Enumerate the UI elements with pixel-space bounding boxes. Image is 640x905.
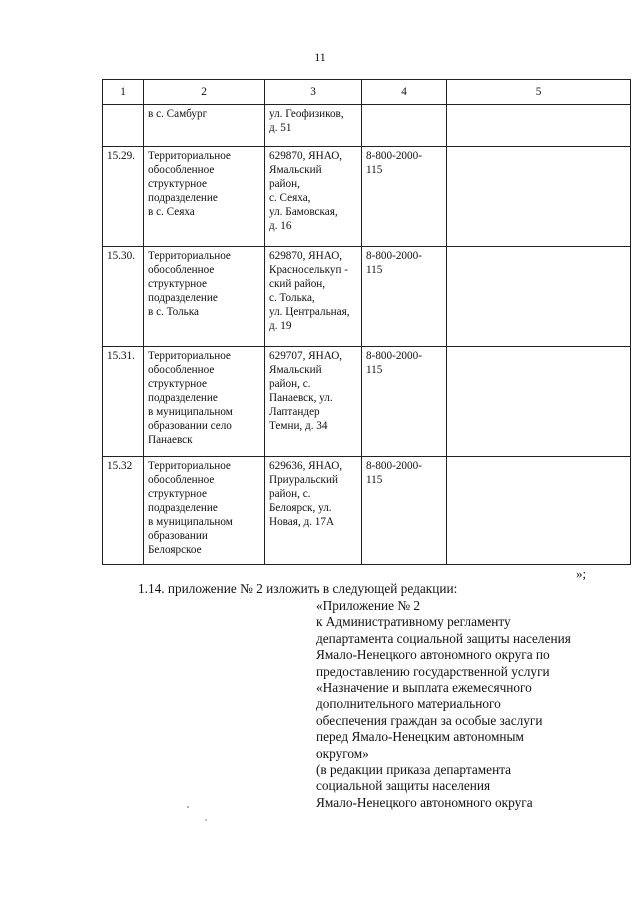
appendix-line: департамента социальной защиты населения	[316, 630, 571, 646]
address-cell: ул. Геофизиков, д. 51	[265, 105, 362, 147]
appendix-line: «Приложение № 2	[316, 598, 420, 613]
address-cell: 629707, ЯНАО, Ямальский район, с. Панаевск, ул. Лаптандер Темни, д. 34	[265, 347, 362, 457]
appendix-line: «Назначение и выплата ежемесячного	[316, 680, 532, 696]
appendix-line: (в редакции приказа департамента	[316, 762, 512, 778]
scan-speck	[187, 806, 189, 808]
phone-cell	[362, 105, 447, 147]
row-number-cell: 15.29.	[103, 147, 144, 247]
table-row	[103, 457, 631, 565]
appendix-line: социальной защиты населения	[316, 778, 491, 794]
column-header-3: 3	[265, 80, 362, 105]
appendix-heading-block	[316, 598, 636, 811]
column-header-4: 4	[362, 80, 447, 105]
appendix-line: предоставлению государственной услуги	[316, 663, 550, 679]
row-number-cell: 15.32	[103, 457, 144, 565]
office-name-cell: Территориальное обособленное структурное подразделение в с. Толька	[144, 247, 265, 347]
amendment-paragraph: 1.14. приложение № 2 изложить в следующей редакции:	[138, 581, 458, 596]
appendix-line: дополнительного материального	[316, 696, 501, 712]
appendix-line: перед Ямало-Ненецким автономным	[316, 729, 524, 745]
phone-cell: 8-800-2000- 115	[362, 247, 447, 347]
phone-cell: 8-800-2000- 115	[362, 457, 447, 565]
row-number-cell	[103, 105, 144, 147]
note-cell	[447, 457, 631, 565]
table-row	[103, 347, 631, 457]
column-header-2: 2	[144, 80, 265, 105]
column-header-5: 5	[447, 80, 631, 105]
note-cell	[447, 347, 631, 457]
appendix-line: Ямало-Ненецкого автономного округа по	[316, 647, 550, 663]
column-header-1: 1	[103, 80, 144, 105]
appendix-line: округом»	[316, 745, 369, 761]
note-cell	[447, 147, 631, 247]
table-row	[103, 147, 631, 247]
appendix-line: Ямало-Ненецкого автономного округа	[316, 794, 533, 810]
offices-table	[102, 79, 631, 565]
phone-cell: 8-800-2000- 115	[362, 147, 447, 247]
row-number-cell: 15.30.	[103, 247, 144, 347]
row-number-cell: 15.31.	[103, 347, 144, 457]
appendix-line: к Административному регламенту	[316, 614, 511, 630]
phone-cell: 8-800-2000- 115	[362, 347, 447, 457]
table-row	[103, 105, 631, 147]
appendix-line: обеспечения граждан за особые заслуги	[316, 712, 543, 728]
page-number: 11	[314, 50, 326, 64]
note-cell	[447, 247, 631, 347]
office-name-cell: в с. Самбург	[144, 105, 265, 147]
closing-quote: »;	[576, 566, 587, 581]
address-cell: 629870, ЯНАО, Ямальский район, с. Сеяха, ул. Бамовская, д. 16	[265, 147, 362, 247]
table-row	[103, 247, 631, 347]
scan-speck	[205, 819, 206, 820]
table-header-row	[103, 80, 631, 105]
office-name-cell: Территориальное обособленное структурное подразделение в муниципальном образовании Белоярское	[144, 457, 265, 565]
note-cell	[447, 105, 631, 147]
office-name-cell: Территориальное обособленное структурное подразделение в с. Сеяха	[144, 147, 265, 247]
address-cell: 629636, ЯНАО, Приуральский район, с. Белоярск, ул. Новая, д. 17А	[265, 457, 362, 565]
office-name-cell: Территориальное обособленное структурное подразделение в муниципальном образовании село Панаевск	[144, 347, 265, 457]
address-cell: 629870, ЯНАО, Красноселькуп - ский район, с. Толька, ул. Центральная, д. 19	[265, 247, 362, 347]
